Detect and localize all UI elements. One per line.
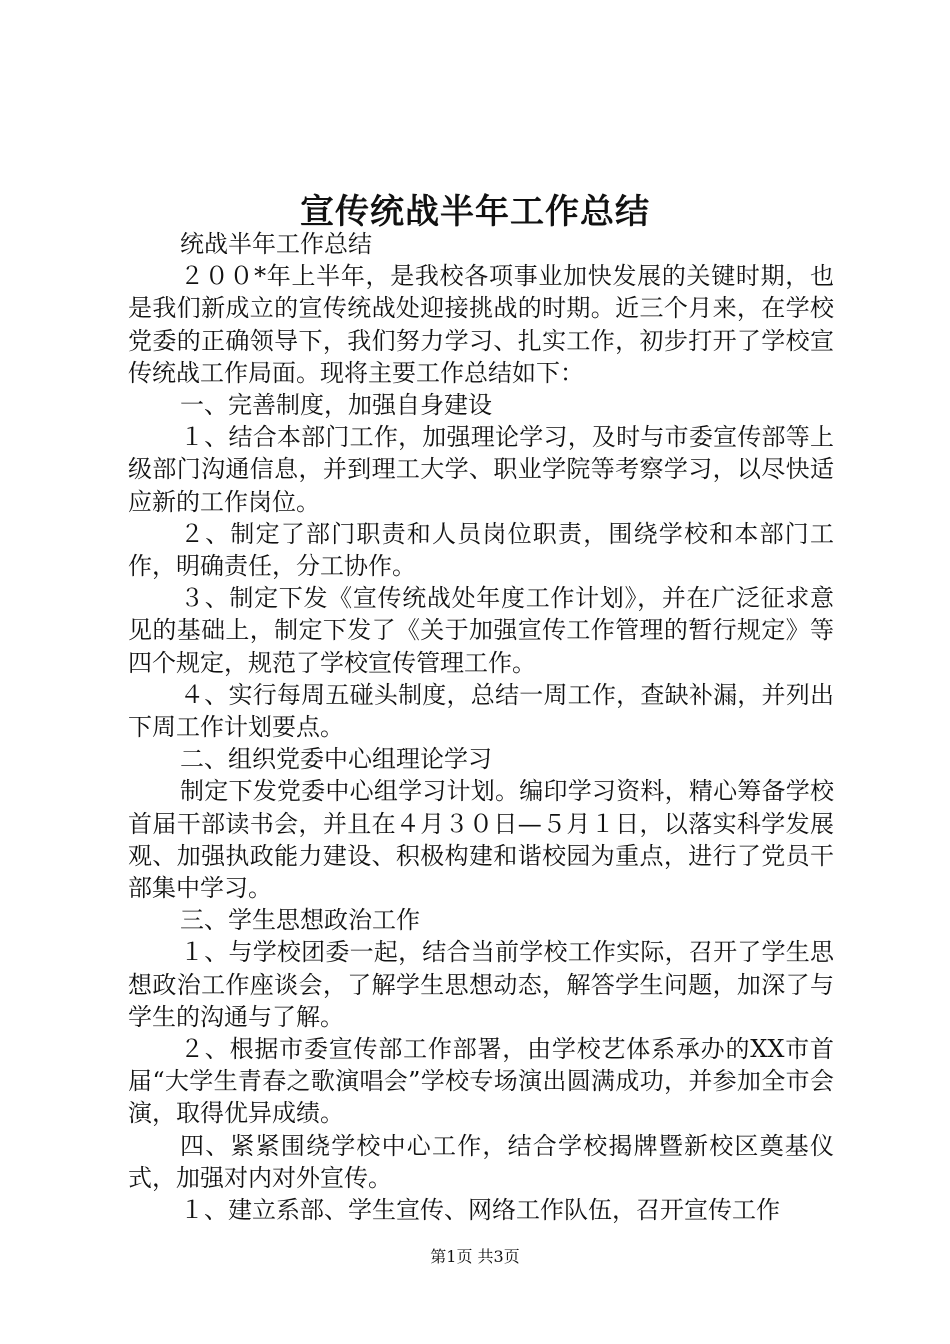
document-body (128, 228, 834, 1226)
paragraph: ２、制定了部门职责和人员岗位职责，围绕学校和本部门工作，明确责任，分工协作。 (128, 519, 834, 581)
paragraph: １、建立系部、学生宣传、网络工作队伍，召开宣传工作 (180, 1196, 780, 1225)
section-heading: 三、学生思想政治工作 (180, 906, 420, 935)
paragraph: 制定下发党委中心组学习计划。编印学习资料，精心筹备学校首届干部读书会，并且在４月３０日—５月１日，以落实科学发展观、加强执政能力建设、积极构建和谐校园为重点，进行了党员干部集中学习。 (128, 777, 834, 903)
paragraph: ３、制定下发《宣传统战处年度工作计划》，并在广泛征求意见的基础上，制定下发了《关于加强宣传工作管理的暂行规定》等四个规定，规范了学校宣传管理工作。 (128, 584, 834, 677)
document-title: 宣传统战半年工作总结 (300, 192, 650, 232)
paragraph: 统战半年工作总结 (180, 230, 372, 258)
paragraph: １、结合本部门工作，加强理论学习，及时与市委宣传部等上级部门沟通信息，并到理工大学、职业学院等考察学习，以尽快适应新的工作岗位。 (128, 423, 834, 516)
section-heading: 一、完善制度，加强自身建设 (180, 391, 492, 420)
paragraph: ２、根据市委宣传部工作部署，由学校艺体系承办的XX市首届“大学生青春之歌演唱会”学校专场演出圆满成功，并参加全市会演，取得优异成绩。 (128, 1035, 834, 1128)
paragraph: ２００*年上半年，是我校各项事业加快发展的关键时期，也是我们新成立的宣传统战处迎接挑战的时期。近三个月来，在学校党委的正确领导下，我们努力学习、扎实工作，初步打开了学校宣传统战工作局面。现将主要工作总结如下： (128, 262, 834, 387)
section-heading: 四、紧紧围绕学校中心工作，结合学校揭牌暨新校区奠基仪式，加强对内对外宣传。 (128, 1131, 834, 1192)
paragraph: １、与学校团委一起，结合当前学校工作实际，召开了学生思想政治工作座谈会，了解学生思想动态，解答学生问题，加深了与学生的沟通与了解。 (128, 938, 834, 1031)
section-heading: 二、组织党委中心组理论学习 (180, 745, 492, 774)
page-footer: 第1页 共3页 (430, 1247, 520, 1266)
paragraph: ４、实行每周五碰头制度，总结一周工作，查缺补漏，并列出下周工作计划要点。 (128, 680, 834, 742)
